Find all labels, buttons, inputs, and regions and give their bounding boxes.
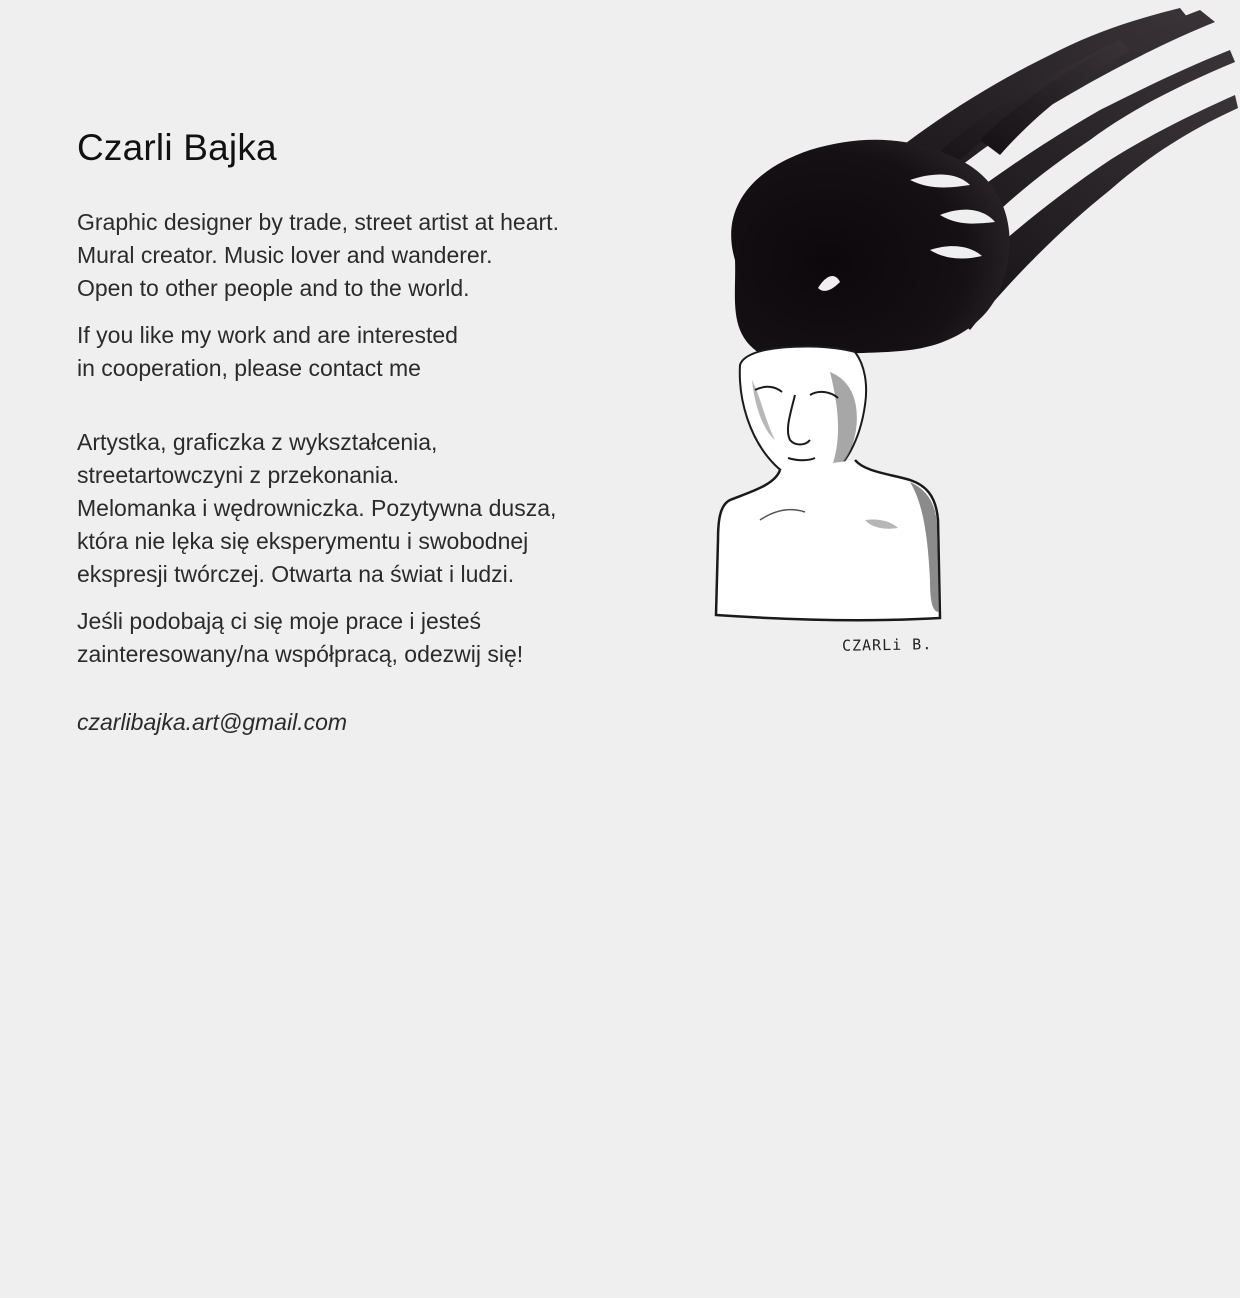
- bio-en-line: Open to other people and to the world.: [77, 275, 470, 301]
- contact-pl-line: zainteresowany/na współpracą, odezwij się!: [77, 641, 524, 667]
- bio-pl-line: która nie lęka się eksperymentu i swobodnej: [77, 528, 529, 554]
- bio-pl-line: Artystka, graficzka z wykształcenia,: [77, 429, 438, 455]
- bio-polish: [77, 426, 677, 591]
- artist-name-heading: Czarli Bajka: [77, 127, 277, 168]
- contact-en-line: If you like my work and are interested: [77, 322, 458, 348]
- email-link[interactable]: czarlibajka.art@gmail.com: [77, 709, 348, 735]
- artwork-signature: CZARLi B.: [841, 635, 933, 655]
- contact-pl-line: Jeśli podobają ci się moje prace i jesteś: [77, 608, 481, 634]
- portrait-drawing: [640, 0, 1240, 680]
- bio-pl-line: Melomanka i wędrowniczka. Pozytywna dusza,: [77, 495, 557, 521]
- bio-en-line: Graphic designer by trade, street artist at heart.: [77, 209, 559, 235]
- bio-pl-line: ekspresji twórczej. Otwarta na świat i ludzi.: [77, 561, 515, 587]
- bust: [716, 460, 940, 620]
- contact-english: [77, 319, 677, 385]
- contact-polish: [77, 605, 677, 671]
- bio-pl-line: streetartowczyni z przekonania.: [77, 462, 400, 488]
- ink-portrait-illustration: [640, 0, 1240, 680]
- bio-english: [77, 206, 677, 305]
- contact-en-line: in cooperation, please contact me: [77, 355, 421, 381]
- about-text-column: [77, 124, 677, 739]
- bio-en-line: Mural creator. Music lover and wanderer.: [77, 242, 493, 268]
